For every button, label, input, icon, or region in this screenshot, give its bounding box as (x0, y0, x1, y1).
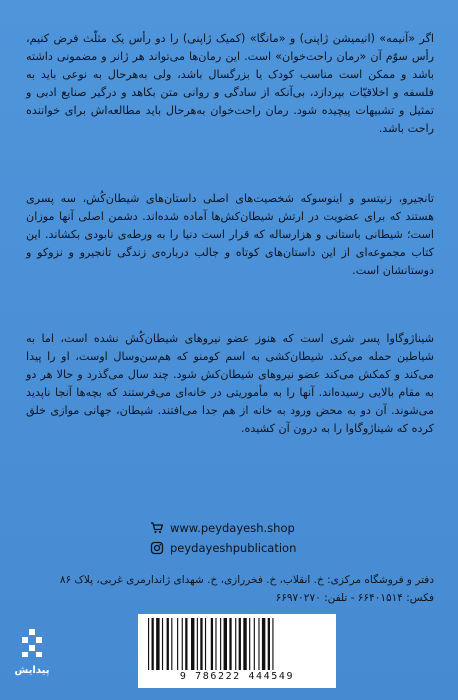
website-line (150, 521, 295, 535)
barcode-bar (182, 618, 183, 670)
publisher-logo (14, 628, 50, 680)
publisher-phone: فکس: ۶۶۴۰۱۵۱۴ - تلفن: ۶۶۹۷۰۲۷۰ (275, 592, 434, 604)
barcode-bar (162, 618, 163, 670)
barcode-bar (152, 618, 154, 670)
barcode-bar (220, 618, 221, 670)
blurb-paragraph-1: اگر «آنیمه» (انیمیشن ژاپنی) و «مانگا» (کمیک ژاپنی) را دو رأس یک مثلّث فرض کنیم، رأس سوّم آن «رمان راحت‌خوان» است. این رمان‌ها می‌تواند هر ژانر و مضمونی داشته باشد و ممکن است مناسب کودک یا بزرگسال باشد، ولی به‌هرحال به نوعی باید به فلسفه و اخلاقیّات بپردازد، بی‌آنکه از سادگی و روانی متن بکاهد و درگیر صنایع ادبی و تمثیل و تشبیهات پیچیده شود. رمان راحت‌خوان به‌هرحال باید مطالعه‌اش برای خواننده راحت باشد. (26, 32, 434, 135)
barcode-bar (177, 618, 178, 670)
barcode-bar (235, 618, 236, 670)
barcode-bar (239, 618, 241, 670)
barcode-bar (205, 618, 206, 670)
instagram-line (150, 541, 296, 555)
publisher-address: دفتر و فروشگاه مرکزی: خ. انقلاب، خ. فخررازی، خ. شهدای ژاندارمری غربی، پلاک ۸۶ (59, 574, 434, 586)
barcode-bar (224, 618, 227, 670)
barcode-bar (171, 618, 172, 670)
barcode-bar (258, 618, 259, 670)
website-text[interactable]: www.peydayesh.shop (170, 521, 295, 535)
isbn-number: 9 786222 444549 (179, 671, 295, 682)
barcode-bar (243, 618, 246, 670)
barcode-bar (254, 618, 255, 670)
publisher-name: پیدایش (14, 665, 50, 676)
barcode-bar (249, 618, 250, 670)
blurb-paragraph-3: شیناژوگاوا پسر شری است که هنوز عضو نیروهای شیطان‌کُش نشده است، اما به شیاطین حمله می‌کند. شیطان‌کشی به اسم کومنو که هم‌سن‌وسال اوست، او را پیدا می‌کند و کمکش می‌کند عضو نیروهای شیطان‌کش شود. چند سال می‌گذرد و حالا هر دو به مقام بالایی رسیده‌اند. آنها را به مأموریتی در خانه‌ای می‌فرستند که بچه‌ها آنجا ناپدید می‌شوند. آن دو به محض ورود به خانه از هم جدا می‌افتند. شیطان، جهانی موازی خلق کرده که شیناژوگاوا را به درون آن کشیده. (26, 332, 434, 435)
isbn-barcode (138, 614, 336, 688)
barcode-bar (167, 618, 169, 670)
barcode-bars (144, 618, 330, 670)
barcode-bar (185, 618, 187, 670)
barcode-bar (262, 618, 265, 670)
barcode-bar (211, 618, 213, 670)
cart-icon (150, 521, 164, 535)
barcode-bar (272, 618, 273, 670)
barcode-bar (215, 618, 216, 670)
instagram-icon (150, 541, 164, 555)
instagram-text[interactable]: peydayeshpublication (170, 541, 297, 555)
blurb-paragraph-2: تانجیرو، زنیتسو و اینوسوکه شخصیت‌های اصلی داستان‌های شیطان‌کُش، سه پسری هستند که برای عضویت در ارتش شیطان‌کش‌ها آماده شده‌اند. دشمن اصلی آنها موزان است؛ شیطانی باستانی و هزارساله که قرار است دنیا را به ورطه‌ی نابودی بکشاند. این کتاب مجموعه‌ای از این داستان‌های کوتاه و جالب درباره‌ی زندگی تانجیرو و نزوکو و دوستانشان است. (26, 192, 434, 277)
barcode-bar (148, 618, 149, 670)
barcode-bar (156, 618, 159, 670)
barcode-bar (197, 618, 198, 670)
barcode-bar (268, 618, 270, 670)
barcode-bar (200, 618, 202, 670)
peydayesh-logo-icon (18, 628, 46, 662)
barcode-bar (229, 618, 231, 670)
barcode-bar (191, 618, 194, 670)
